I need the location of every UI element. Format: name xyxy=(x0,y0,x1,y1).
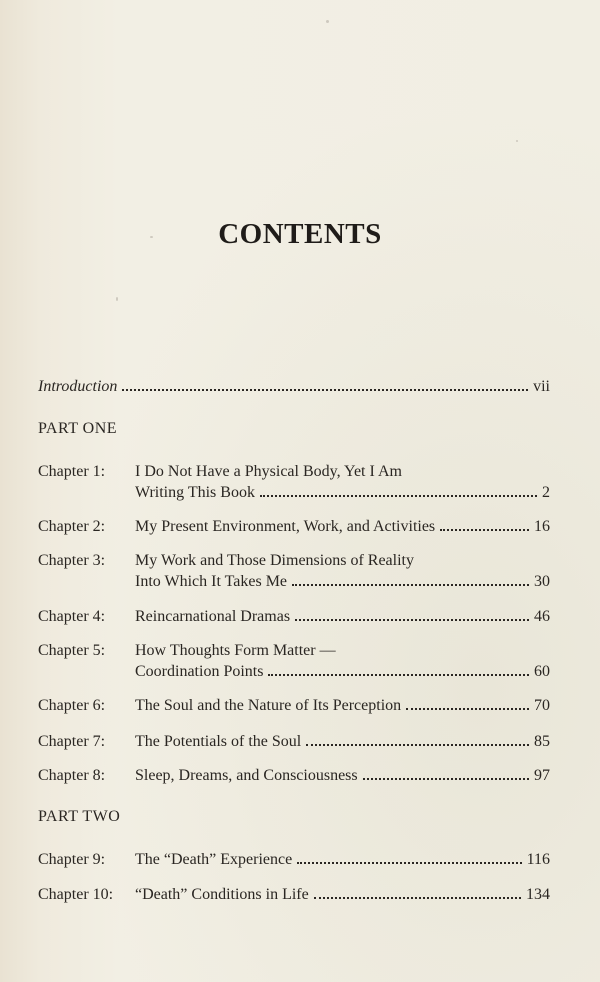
dot-leader xyxy=(295,619,529,621)
toc-page-number: 60 xyxy=(534,663,550,680)
dot-leader xyxy=(363,778,529,780)
toc-entry-title: I Do Not Have a Physical Body, Yet I Am xyxy=(135,463,402,480)
chapter-label: Chapter 3: xyxy=(38,552,106,569)
paper-speck xyxy=(326,20,329,23)
toc-page-number: 46 xyxy=(534,608,550,625)
toc-entry-title: Writing This Book xyxy=(135,484,255,501)
toc-entry-chapter-6 xyxy=(38,695,550,716)
part-heading: PART ONE xyxy=(38,420,118,437)
dot-leader xyxy=(260,495,537,497)
dot-leader xyxy=(292,584,529,586)
toc-entry-chapter-4 xyxy=(38,606,550,627)
toc-page-number: 30 xyxy=(534,573,550,590)
toc-entry-title: The Soul and the Nature of Its Perception xyxy=(135,697,402,714)
chapter-label: Chapter 4: xyxy=(38,608,106,625)
toc-entry-introduction xyxy=(38,376,550,397)
toc-entry-title: Into Which It Takes Me xyxy=(135,573,288,590)
toc-entry-title: My Present Environment, Work, and Activities xyxy=(135,518,436,535)
dot-leader xyxy=(440,529,529,531)
toc-entry-title: “Death” Conditions in Life xyxy=(135,886,309,903)
chapter-label: Chapter 1: xyxy=(38,463,106,480)
toc-page-number: vii xyxy=(533,378,550,395)
toc-entry-chapter-3 xyxy=(38,550,550,592)
toc-entry-title: The “Death” Experience xyxy=(135,851,293,868)
chapter-label: Chapter 2: xyxy=(38,518,106,535)
toc-entry-title: Reincarnational Dramas xyxy=(135,608,291,625)
dot-leader xyxy=(297,862,521,864)
toc-page-number: 70 xyxy=(534,697,550,714)
toc-entry-chapter-9 xyxy=(38,849,550,870)
chapter-label: Chapter 5: xyxy=(38,642,106,659)
toc-page-number: 85 xyxy=(534,733,550,750)
dot-leader xyxy=(406,708,529,710)
toc-entry-title: How Thoughts Form Matter — xyxy=(135,642,336,659)
toc-entry-chapter-1 xyxy=(38,461,550,503)
toc-entry-title: The Potentials of the Soul xyxy=(135,733,302,750)
toc-entry-title: Coordination Points xyxy=(135,663,264,680)
dot-leader xyxy=(314,897,521,899)
toc-entry-chapter-8 xyxy=(38,765,550,786)
toc-entry-chapter-5 xyxy=(38,640,550,682)
chapter-label: Chapter 9: xyxy=(38,851,106,868)
toc-entry-chapter-7 xyxy=(38,731,550,752)
toc-entry-chapter-10 xyxy=(38,884,550,905)
toc-page-number: 116 xyxy=(526,851,550,868)
toc-entry-title: Introduction xyxy=(38,378,118,395)
dot-leader xyxy=(122,389,528,391)
chapter-label: Chapter 10: xyxy=(38,886,114,903)
toc-page-number: 16 xyxy=(534,518,550,535)
toc-entry-chapter-2 xyxy=(38,516,550,537)
toc-entry-title: My Work and Those Dimensions of Reality xyxy=(135,552,414,569)
dot-leader xyxy=(268,674,529,676)
chapter-label: Chapter 6: xyxy=(38,697,106,714)
paper-speck xyxy=(116,297,118,301)
part-heading: PART TWO xyxy=(38,808,121,825)
toc-entry-title: Sleep, Dreams, and Consciousness xyxy=(135,767,358,784)
chapter-label: Chapter 8: xyxy=(38,767,106,784)
toc-page-number: 134 xyxy=(526,886,550,903)
dot-leader xyxy=(306,744,529,746)
toc-page-number: 2 xyxy=(542,484,550,501)
paper-speck xyxy=(516,140,518,142)
page-title: CONTENTS xyxy=(218,218,382,250)
chapter-label: Chapter 7: xyxy=(38,733,106,750)
toc-page-number: 97 xyxy=(534,767,550,784)
